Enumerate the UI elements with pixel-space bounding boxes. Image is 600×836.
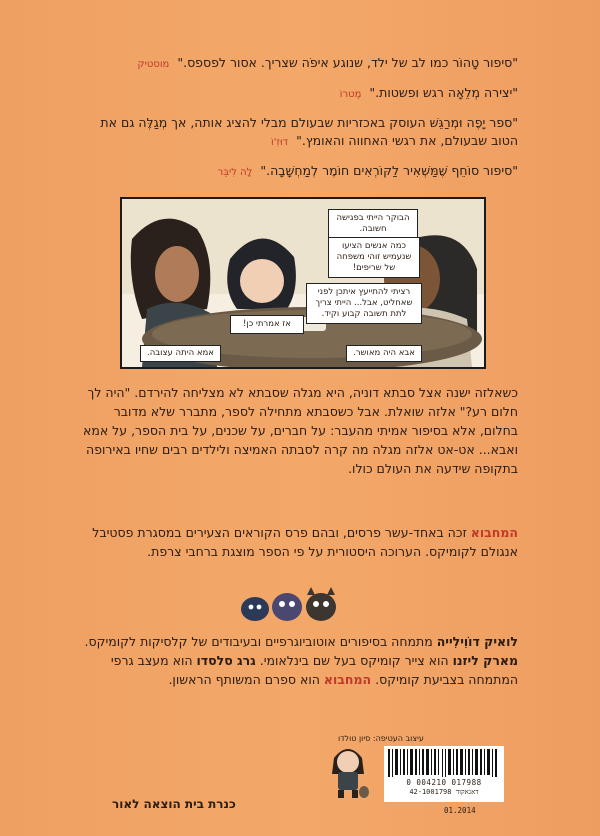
- comic-caption-left: אמא היתה עצובה.: [140, 345, 221, 362]
- quote-text: "יצירה מְלֵאָה רגש ופשטות.": [369, 85, 518, 100]
- quote-source: מוסטיק: [137, 59, 170, 70]
- quote-text: "סיפור טָהוֹר כמו לב של ילד, שנוגע איפֹה שצריך. אסור לפספס.": [177, 55, 518, 70]
- speech-bubble: אז אמרתי כן!: [230, 315, 304, 334]
- speech-bubble: כמה אנשים הציעו שנעמיש זוהי משפחה של שריפים!: [328, 237, 420, 278]
- comic-caption-right: אבא היה מאושר.: [346, 345, 422, 362]
- cover-design-credit: עיצוב העטיפה: סיון טולדו: [338, 734, 424, 743]
- creatures-illustration: [237, 585, 345, 625]
- comic-illustration: [122, 199, 484, 367]
- barcode: [384, 746, 504, 802]
- book-title: המחבוא: [323, 672, 372, 687]
- book-title: המחבוא: [470, 525, 518, 540]
- author-name: לואיק דוֹוִילִייה: [436, 634, 518, 649]
- author-bio: מתמחה בסיפורים אוטוביוגרפיים ובעיבודים של קלסיקות לקומיקס.: [84, 634, 437, 649]
- author-bio: הוא ספרם המשותף הראשון.: [168, 672, 324, 687]
- catalog-number: דאנאקוד 42-1001798: [409, 788, 479, 796]
- girl-illustration: [326, 740, 370, 800]
- speech-bubble: הבוקר הייתי בפגישה חשובה.: [328, 209, 418, 239]
- quote-2: [80, 84, 518, 104]
- quote-source: לָה לִיבֵּר: [217, 167, 253, 178]
- print-date: 01.2014: [444, 806, 476, 815]
- awards-paragraph: [80, 523, 518, 561]
- synopsis-paragraph: כשאלזה ישנה אצל סבתא דוניה, היא מגלה שסבתא לא מצליחה להירדם. "היה לך חלום רע?" אלזה שואלת. אבל כשסבתא מתחילה לספר, מתברר שלא מדובר בחלום, אלא בסיפור אמיתי מהעבר: על חברים, על שכנים, על בית הספר, על אמא ואבא... אט-אט אלזה מגלה מה קרה לסבתה האמיצה ולילדים רבים שחיו באירופה בתקופה שידעה את העולם כולו.: [83, 385, 518, 476]
- author-name: מארק ליזנו: [452, 653, 518, 668]
- quote-3: [80, 114, 518, 152]
- barcode-bars: [388, 749, 500, 777]
- author-bio: הוא צייר קומיקס בעל שם בינלאומי.: [255, 653, 453, 668]
- author-name: גרג סלסדו: [196, 653, 256, 668]
- quote-4: [80, 162, 518, 182]
- quote-text: "סיפור סוֹחֵף שֶׁמַּשְׁאִיר לַקּוֹרְאִים חוֹמֶר לְמַחְשָׁבָה.": [260, 163, 518, 178]
- quote-source: דוּזִ'וֹ: [271, 137, 289, 148]
- quote-source: מֶטרוֹ: [339, 89, 362, 100]
- review-quotes: [80, 54, 518, 192]
- barcode-number: 0 004210 017988: [406, 778, 482, 787]
- publisher-name: כנרת בית הוצאה לאור: [112, 797, 236, 811]
- author-bio: הוא מעצב גרפי המתמחה בצביעת קומיקס.: [110, 653, 518, 687]
- quote-text: "ספר יָפֶה וּמְרַגֵּשׁ העוסק באכזריות שבעולם מבלי להציג אותה, אך מְגַלֶּה גם את הטוב שבעולם, את רגשי האחווה והאומץ.": [100, 115, 518, 148]
- quote-1: [80, 54, 518, 74]
- comic-panel: [120, 197, 486, 369]
- speech-bubble: רציתי להתייעץ איתכן לפני שאחליט, אבל... הייתי צריך לתת תשובה קבוע וקיד.: [306, 283, 422, 324]
- awards-text: זכה באחד-עשר פרסים, ובהם פרס הקוראים הצעירים במסגרת פסטיבל אנגולם לקומיקס. הערוכה היסטורית על פי הספר מוצגת ברחבי צרפת.: [92, 525, 518, 559]
- authors-paragraph: [80, 632, 518, 689]
